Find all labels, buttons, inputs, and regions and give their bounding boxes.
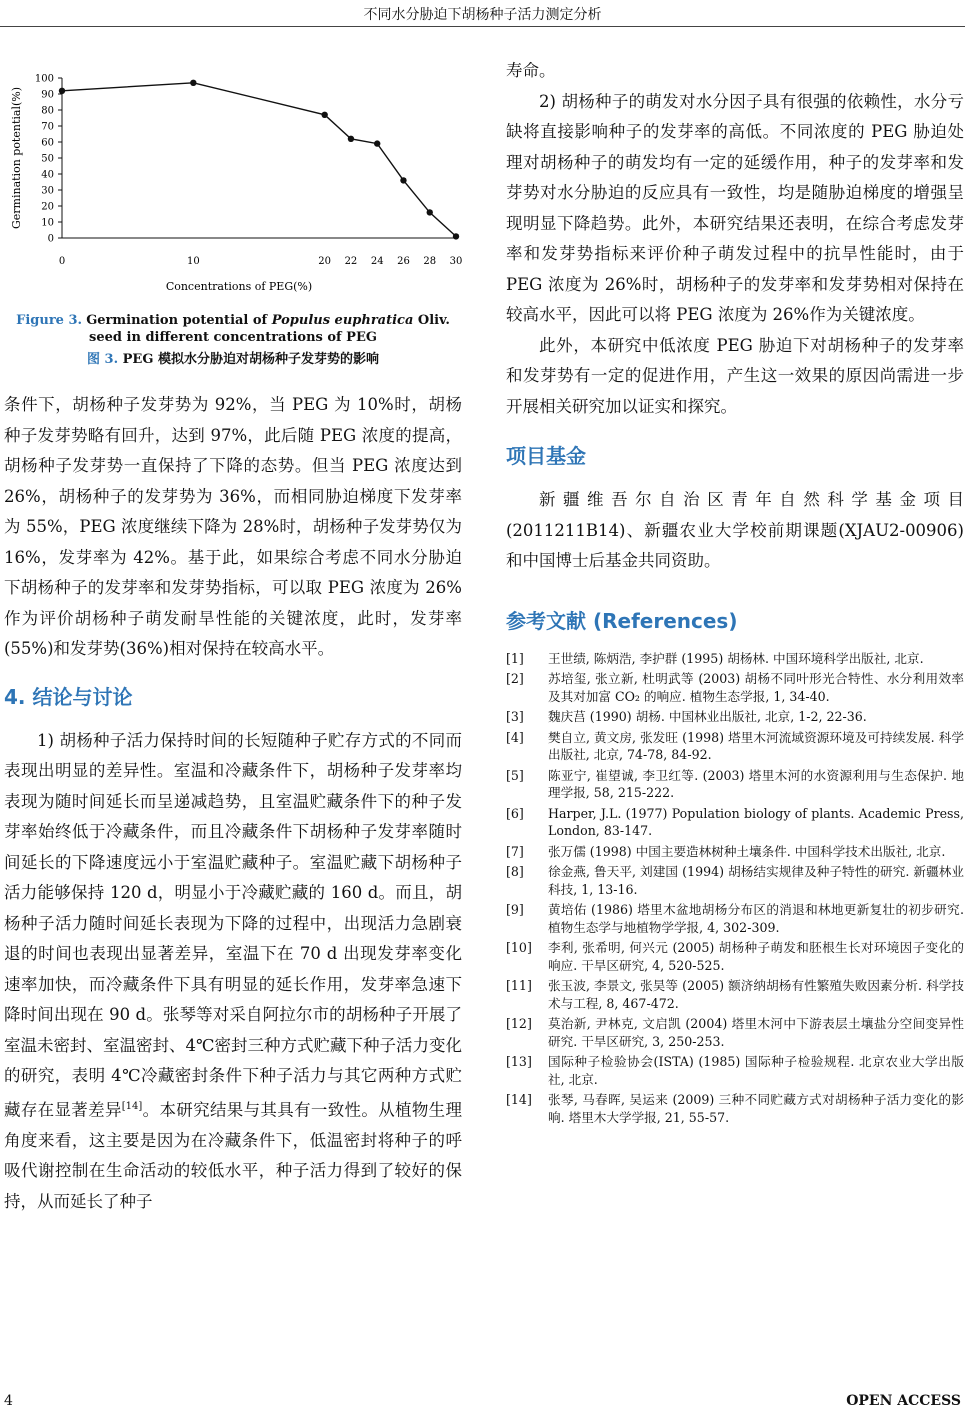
- y-tick-label: 90: [41, 89, 54, 101]
- reference-item: [506, 650, 964, 668]
- reference-text: 黄培佑 (1986) 塔里木盆地胡杨分布区的消退和林地更新复壮的初步研究. 植物生态学与地植物学学报, 4, 302-309.: [548, 902, 964, 935]
- section-4-heading: 4. 结论与讨论: [4, 684, 133, 709]
- references-heading: 参考文献 (References): [506, 608, 738, 633]
- reference-item: [506, 729, 964, 764]
- right-column: [506, 56, 964, 1129]
- reference-number: [8]: [506, 864, 524, 879]
- reference-number: [11]: [506, 978, 532, 993]
- reference-item: [506, 805, 964, 840]
- y-tick-label: 10: [41, 217, 54, 229]
- reference-number: [9]: [506, 902, 524, 917]
- reference-number: [2]: [506, 671, 524, 686]
- reference-text: 王世绩, 陈炳浩, 李护群 (1995) 胡杨林. 中国环境科学出版社, 北京.: [548, 650, 924, 666]
- data-point: [348, 136, 354, 142]
- data-point: [427, 209, 433, 215]
- reference-text: 国际种子检验协会(ISTA) (1985) 国际种子检验规程. 北京农业大学出版社, 北京.: [548, 1054, 964, 1087]
- x-tick-label: 10: [186, 256, 200, 267]
- data-point: [59, 88, 65, 94]
- funding-paragraph: 新疆维吾尔自治区青年自然科学基金项目(2011211B14)、新疆农业大学校前期课题(XJAU2-00906)和中国博士后基金共同资助。: [506, 490, 964, 570]
- caption-en-species: Populus euphratica: [271, 313, 414, 328]
- paragraph-2-text-a: 1) 胡杨种子活力保持时间的长短随种子贮存方式的不同而表现出明显的差异性。室温和冷藏条件下，胡杨种子发芽率均表现为随时间延长而呈递减趋势，且室温贮藏条件下的种子发芽率始终低于冷藏条件，而且冷藏条件下胡杨种子发芽率随时间延长的下降速度远小于室温贮藏种子。室温贮藏下胡杨种子活力能够保持 120 d，明显小于冷藏贮藏的 160 d。而且，胡杨种子活力随时间延长表现为下降的过程中，出现活力急剧衰退的时间也表现出显著差异，室温下在 70 d 出现发芽率变化速率加快，而冷藏条件下具有明显的延长作用，发芽率急速下降时间出现在 90 d。张琴等对采自阿拉尔市的胡杨种子开展了室温未密封、室温密封、4℃密封三种方式贮藏下种子活力变化的研究，表明 4℃冷藏密封条件下种子活力与其它两种方式贮藏存在显著差异: [4, 730, 462, 1119]
- caption-en-part1: Germination potential of: [86, 313, 272, 328]
- page-number: 4: [4, 1393, 13, 1409]
- caption-en-part2: Oliv. seed in different concentrations of PEG: [89, 313, 450, 345]
- reference-item: [506, 670, 964, 705]
- y-tick-label: 30: [41, 185, 54, 197]
- data-point: [190, 80, 196, 86]
- data-point: [453, 233, 459, 239]
- reference-number: [4]: [506, 729, 524, 745]
- reference-number: [3]: [506, 709, 524, 724]
- reference-number: [13]: [506, 1054, 532, 1069]
- body-paragraph-continued: 寿命。: [506, 61, 556, 80]
- body-paragraph-3: 2) 胡杨种子的萌发对水分因子具有很强的依赖性，水分亏缺将直接影响种子的发芽率的高低。不同浓度的 PEG 胁迫处理对胡杨种子的萌发均有一定的延缓作用，种子的发芽率和发芽势对水分胁迫的反应具有一致性，均是随胁迫梯度的增强呈现明显下降趋势。此外，本研究结果还表明，在综合考虑发芽率和发芽势指标来评价种子萌发过程中的抗旱性能时，由于 PEG 浓度为 26%时，胡杨种子的发芽率和发芽势相对保持在较高水平，因此可以将 PEG 浓度为 26%作为关键浓度。: [506, 91, 964, 324]
- reference-text: 陈亚宁, 崔望诚, 李卫红等. (2003) 塔里木河的水资源利用与生态保护. 地理学报, 58, 215-222.: [548, 767, 964, 800]
- y-tick-label: 20: [41, 201, 54, 213]
- reference-item: [506, 939, 964, 974]
- open-access-label: OPEN ACCESS: [846, 1393, 961, 1409]
- data-point: [400, 177, 406, 183]
- reference-item: [506, 1015, 964, 1050]
- y-tick-label: 80: [41, 105, 54, 117]
- references-list: [506, 650, 964, 1127]
- citation-14: [14]: [121, 1100, 143, 1112]
- reference-number: [1]: [506, 650, 524, 666]
- reference-text: 张万儒 (1998) 中国主要造林树种土壤条件. 中国科学技术出版社, 北京.: [548, 843, 946, 859]
- body-paragraph-2: [4, 726, 462, 1218]
- reference-item: [506, 1053, 964, 1088]
- reference-item: [506, 1091, 964, 1126]
- x-tick-label: 24: [370, 256, 384, 267]
- paragraph-2-text-b: 。本研究结果与其具有一致性。从植物生理角度来看，这主要是因为在冷藏条件下，低温密封将种子的呼吸代谢控制在生命活动的较低水平，种子活力得到了较好的保持，从而延长了种子: [4, 1100, 463, 1211]
- reference-text: Harper, J.L. (1977) Population biology of plants. Academic Press, London, 83-147.: [548, 805, 964, 838]
- reference-number: [5]: [506, 767, 524, 783]
- x-tick-label: 28: [423, 256, 437, 267]
- x-tick-label: 26: [397, 256, 410, 267]
- germination-potential-line-chart: [4, 56, 462, 301]
- reference-text: 魏庆莒 (1990) 胡杨. 中国林业出版社, 北京, 1-2, 22-36.: [548, 709, 867, 724]
- header-rule: [0, 26, 965, 27]
- y-tick-label: 70: [41, 121, 54, 133]
- reference-item: [506, 901, 964, 936]
- y-tick-label: 100: [34, 73, 54, 85]
- body-paragraph-1: 条件下，胡杨种子发芽势为 92%，当 PEG 为 10%时，胡杨种子发芽势略有回升，达到 97%，此后随 PEG 浓度的提高，胡杨种子发芽势一直保持了下降的态势。但当 PEG 浓度达到 26%，胡杨种子的发芽势为 36%，而相同胁迫梯度下发芽率为 55%，PEG 浓度继续下降为 28%时，胡杨种子发芽势仅为 16%，发芽率为 42%。基于此，如果综合考虑不同水分胁迫下胡杨种子的发芽率和发芽势指标，可以取 PEG 浓度为 26%作为评价胡杨种子萌发耐旱性能的关键浓度，此时，发芽率(55%)和发芽势(36%)相对保持在较高水平。: [4, 395, 462, 658]
- x-tick-label: 22: [344, 256, 358, 267]
- reference-number: [12]: [506, 1016, 532, 1031]
- reference-number: [7]: [506, 843, 524, 859]
- reference-text: 李利, 张希明, 何兴元 (2005) 胡杨种子萌发和胚根生长对环境因子变化的响应. 干旱区研究, 4, 520-525.: [548, 940, 964, 973]
- reference-item: [506, 767, 964, 802]
- funding-heading: 项目基金: [506, 444, 586, 468]
- body-paragraph-4: 此外，本研究中低浓度 PEG 胁迫下对胡杨种子的发芽率和发芽势有一定的促进作用，产生这一效果的原因尚需进一步开展相关研究加以证实和探究。: [506, 335, 964, 416]
- reference-item: [506, 977, 964, 1012]
- reference-text: 苏培玺, 张立新, 杜明武等 (2003) 胡杨不同叶形光合特性、水分利用效率及其对加富 CO₂ 的响应. 植物生态学报, 1, 34-40.: [548, 671, 964, 704]
- reference-item: [506, 863, 964, 898]
- reference-text: 莫治新, 尹林克, 文启凯 (2004) 塔里木河中下游表层土壤盐分空间变异性研究. 干旱区研究, 3, 250-253.: [548, 1016, 964, 1049]
- reference-text: 徐金燕, 鲁天平, 刘建国 (1994) 胡杨结实规律及种子特性的研究. 新疆林业科技, 1, 13-16.: [548, 864, 964, 897]
- figure-label-en: Figure 3.: [16, 313, 83, 328]
- x-tick-label: 20: [318, 256, 332, 267]
- series-line: [62, 83, 456, 237]
- x-axis-label: Concentrations of PEG(%): [165, 280, 313, 293]
- reference-text: 樊自立, 黄文房, 张发旺 (1998) 塔里木河流域资源环境及可持续发展. 科学出版社, 北京, 74-78, 84-92.: [548, 729, 964, 762]
- reference-number: [14]: [506, 1092, 532, 1107]
- y-tick-label: 60: [41, 137, 54, 149]
- y-tick-label: 40: [41, 169, 54, 181]
- reference-item: [506, 708, 964, 726]
- running-header: 不同水分胁迫下胡杨种子活力测定分析: [363, 7, 602, 23]
- reference-text: 张琴, 马春晖, 吴运来 (2009) 三种不同贮藏方式对胡杨种子活力变化的影响. 塔里木大学学报, 21, 55-57.: [548, 1092, 964, 1125]
- reference-number: [10]: [506, 940, 532, 955]
- reference-item: [506, 843, 964, 861]
- figure-label-zh: 图 3.: [87, 352, 119, 367]
- y-axis-label: Germination potential(%): [10, 86, 23, 230]
- data-point: [374, 140, 380, 146]
- reference-text: 张玉波, 李景文, 张昊等 (2005) 额济纳胡杨有性繁殖失败因素分析. 科学技术与工程, 8, 467-472.: [548, 978, 964, 1011]
- x-tick-label: 30: [449, 256, 462, 267]
- x-tick-label: 0: [58, 256, 66, 267]
- y-tick-label: 50: [41, 153, 54, 165]
- data-point: [321, 112, 327, 118]
- y-tick-label: 0: [47, 233, 54, 245]
- figure-caption-en: [4, 312, 462, 346]
- reference-number: [6]: [506, 805, 524, 821]
- left-body: [4, 390, 462, 1217]
- figure-3-chart: [4, 56, 462, 301]
- figure-caption-zh: [4, 348, 462, 367]
- caption-zh-text: PEG 模拟水分胁迫对胡杨种子发芽势的影响: [122, 352, 379, 367]
